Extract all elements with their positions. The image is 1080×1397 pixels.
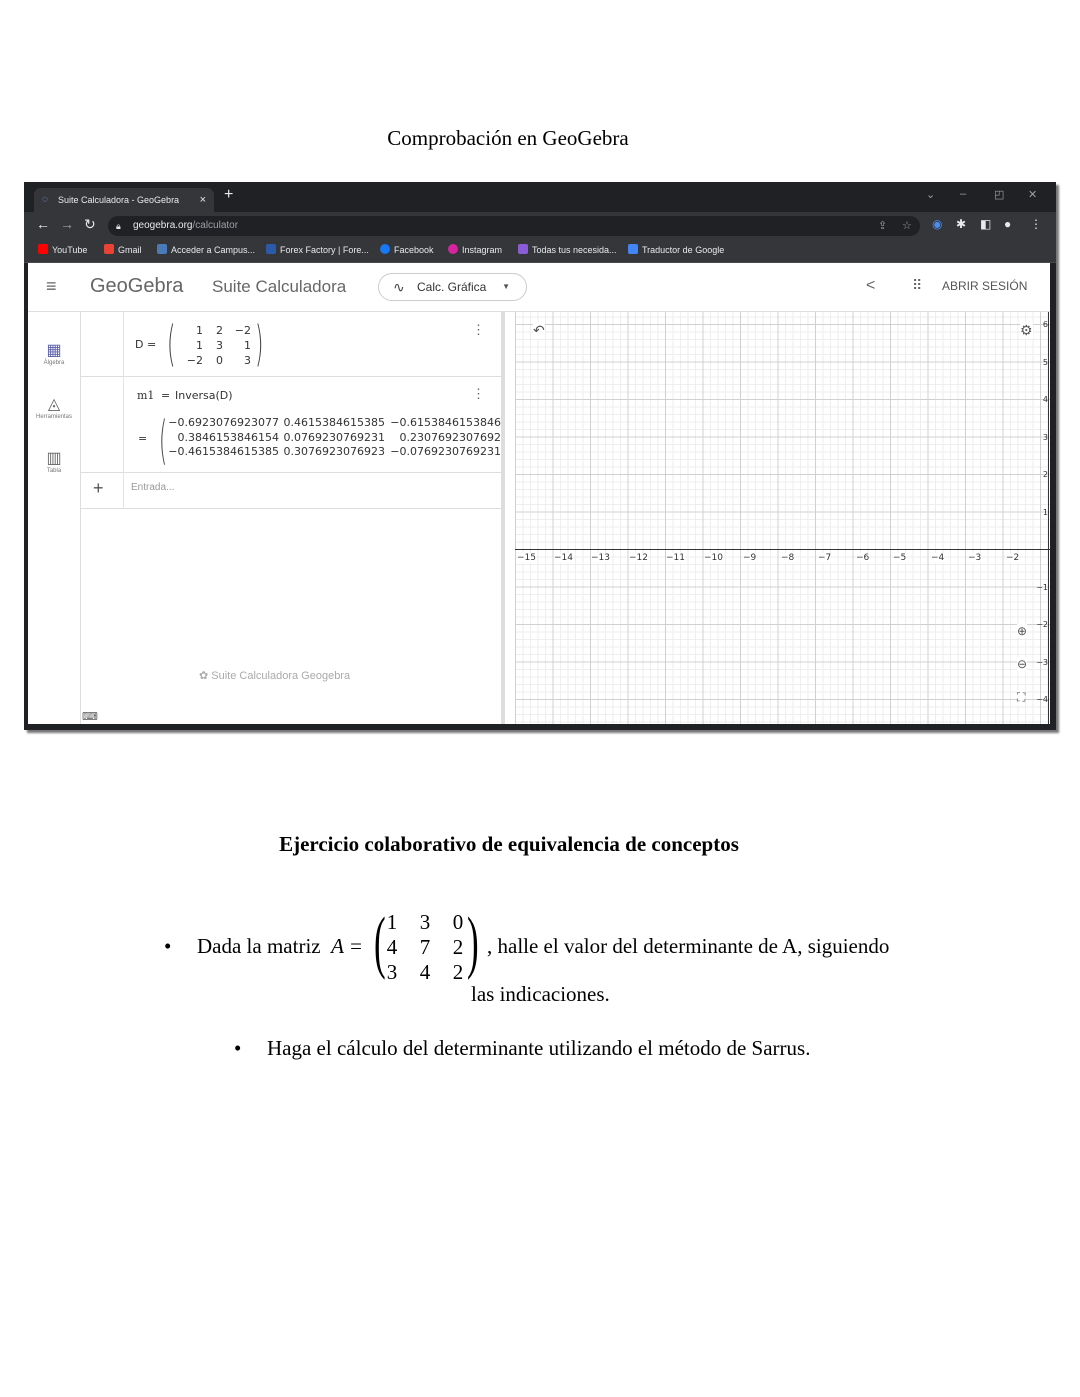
share-icon[interactable]: < <box>866 277 876 294</box>
y-tick-label: 2 <box>1042 470 1048 479</box>
x-tick-label: −14 <box>554 553 573 563</box>
algebra-input[interactable]: Entrada... <box>131 482 175 493</box>
address-bar-row <box>24 212 1056 240</box>
caret-down-icon: ▼ <box>502 282 510 291</box>
x-tick-label: −4 <box>931 553 945 563</box>
algebra-row-m1[interactable] <box>81 376 501 473</box>
sidebar-item-algebra[interactable] <box>28 340 80 366</box>
y-tick-label: −1 <box>1036 583 1048 592</box>
matrix-a-cell: 3 <box>419 910 431 934</box>
bookmark-campus[interactable]: Acceder a Campus... <box>157 244 255 255</box>
todas-icon <box>518 244 528 254</box>
x-tick-label: −8 <box>781 553 795 563</box>
x-tick-label: −11 <box>666 553 685 563</box>
bookmark-facebook[interactable]: Facebook <box>380 244 434 255</box>
bullet-marker: • <box>164 934 172 958</box>
x-tick-label: −3 <box>968 553 982 563</box>
geogebra-logo: GeoGebra <box>90 275 184 297</box>
y-tick-label: −4 <box>1036 695 1048 704</box>
url-path: /calculator <box>192 220 239 231</box>
undo-icon[interactable]: ↶ <box>533 322 545 338</box>
tools-icon: ◬ <box>47 396 61 413</box>
m1-cell: 0.3846153846154 <box>177 431 279 444</box>
matrix-a-cell: 2 <box>452 960 464 984</box>
apps-grid-icon[interactable]: ⠿ <box>912 277 923 293</box>
m1-cell: −0.6923076923077 <box>168 416 279 429</box>
x-tick-label: −7 <box>818 553 832 563</box>
y-tick-label: 3 <box>1042 433 1048 442</box>
sign-in-button[interactable]: ABRIR SESIÓN <box>942 279 1028 293</box>
matrix-right-paren: ) <box>467 904 479 981</box>
google-translate-icon <box>628 244 638 254</box>
x-tick-label: −5 <box>893 553 907 563</box>
algebra-view <box>81 312 501 724</box>
matrix-a-cell: 2 <box>452 935 464 959</box>
matrix-a-cell: 3 <box>386 960 398 984</box>
gmail-icon <box>104 244 114 254</box>
m1-cell: −0.4615384615385 <box>168 445 279 458</box>
y-axis <box>1048 312 1049 724</box>
d-cell: −2 <box>186 354 203 367</box>
bookmark-instagram[interactable]: Instagram <box>448 244 502 255</box>
suite-watermark <box>199 669 350 682</box>
m1-equals: = <box>138 432 148 445</box>
share-page-icon[interactable]: ⇪ <box>878 220 888 232</box>
matrix-a-cell: 4 <box>386 935 398 959</box>
row-marker[interactable] <box>81 312 124 376</box>
graphics-view[interactable] <box>515 312 1050 724</box>
app-header <box>28 263 1050 312</box>
row-more-icon[interactable]: ⋮ <box>472 386 485 401</box>
x-axis <box>515 549 1050 550</box>
zoom-in-icon[interactable]: ⊕ <box>1017 624 1028 638</box>
x-tick-label: −2 <box>1006 553 1020 563</box>
close-window-icon[interactable]: ✕ <box>1028 189 1038 201</box>
sidebar-label-tools: Herramientas <box>35 414 72 420</box>
bookmark-youtube[interactable]: YouTube <box>38 244 87 255</box>
sidebar-label-table: Tabla <box>46 468 62 474</box>
hamburger-menu-icon[interactable]: ≡ <box>46 276 57 296</box>
d-cell: 3 <box>244 354 251 367</box>
geogebra-screenshot <box>24 182 1056 730</box>
document-heading: Comprobación en GeoGebra <box>387 126 629 150</box>
browser-tab-bar <box>24 182 1056 212</box>
geogebra-favicon-icon: ◌ <box>42 194 48 205</box>
matrix-a-cell: 4 <box>419 960 431 984</box>
d-cell: 0 <box>216 354 223 367</box>
m1-cell: 0.3076923076923 <box>283 445 385 458</box>
forex-icon <box>266 244 276 254</box>
forward-icon[interactable]: → <box>60 216 74 232</box>
row-marker[interactable] <box>81 376 124 472</box>
y-tick-label: −3 <box>1036 658 1048 667</box>
app-switcher-dropdown[interactable] <box>378 273 527 301</box>
zoom-out-icon[interactable]: ⊖ <box>1017 657 1028 671</box>
restore-icon[interactable]: ◰ <box>994 189 1005 201</box>
reload-icon[interactable]: ↻ <box>84 216 96 232</box>
row-more-icon[interactable]: ⋮ <box>472 322 485 337</box>
algebra-input-row[interactable] <box>81 472 501 509</box>
d-cell: 2 <box>216 324 223 337</box>
matrix-a-cell: 7 <box>419 935 431 959</box>
m1-cell: 0.2307692307692 <box>399 431 501 444</box>
new-tab-button[interactable]: + <box>224 186 234 203</box>
youtube-icon <box>38 244 48 254</box>
table-icon: ▥ <box>46 450 62 467</box>
bookmark-translator[interactable]: Traductor de Google <box>628 244 724 255</box>
puzzle-extensions-icon[interactable]: ✱ <box>956 217 967 231</box>
extension-icon[interactable]: ◉ <box>932 217 943 231</box>
fullscreen-icon[interactable]: ⛶ <box>1017 690 1026 704</box>
sidebar-item-table[interactable] <box>28 448 80 474</box>
panel-divider[interactable] <box>501 312 505 724</box>
left-paren: ( <box>167 316 176 372</box>
watermark-text: Suite Calculadora Geogebra <box>211 670 351 682</box>
m1-name: m1 <box>137 389 155 402</box>
y-tick-label: −2 <box>1036 620 1048 629</box>
d-label: D = <box>135 338 157 351</box>
back-icon[interactable]: ← <box>36 216 50 232</box>
bookmark-forex[interactable]: Forex Factory | Fore... <box>266 244 369 255</box>
d-cell: 1 <box>196 324 203 337</box>
y-tick-label: 1 <box>1042 508 1048 517</box>
side-panel-icon[interactable]: ◧ <box>980 217 992 231</box>
lock-icon: 🔒︎ <box>116 221 121 231</box>
bullet1-continuation: las indicaciones. <box>471 982 610 1006</box>
matrix-left-paren: ( <box>374 904 386 981</box>
d-cell: 1 <box>244 339 251 352</box>
url-host: geogebra.org <box>133 220 193 231</box>
tab-search-icon[interactable]: ⌄ <box>926 189 936 201</box>
tab-title: Suite Calculadora - GeoGebra <box>58 195 180 205</box>
graphing-icon: ∿ <box>393 279 405 295</box>
matrix-variable: A = <box>331 934 363 958</box>
m1-cell: −0.0769230769231 <box>390 445 501 458</box>
bookmark-gmail[interactable]: Gmail <box>104 244 142 255</box>
calculator-icon: ▦ <box>46 342 62 359</box>
geogebra-watermark-icon: ✿ <box>199 670 212 682</box>
matrix-a-cell: 1 <box>386 910 398 934</box>
facebook-icon <box>380 244 390 254</box>
bookmark-star-icon[interactable]: ☆ <box>902 220 912 232</box>
bookmark-todas[interactable]: Todas tus necesida... <box>518 244 617 255</box>
d-cell: 3 <box>216 339 223 352</box>
bookmarks-bar <box>24 240 1056 263</box>
m1-def-eq: = <box>161 389 171 402</box>
y-tick-label: 5 <box>1042 358 1048 367</box>
browser-menu-icon[interactable]: ⋮ <box>1030 217 1042 231</box>
d-cell: −2 <box>234 324 251 337</box>
bullet1-text <box>197 934 363 959</box>
bullet1-prefix: Dada la matriz <box>197 934 321 958</box>
add-item-icon[interactable]: + <box>93 478 104 498</box>
sidebar-item-tools[interactable] <box>28 394 80 420</box>
settings-gear-icon[interactable]: ⚙ <box>1020 322 1033 338</box>
x-tick-label: −10 <box>704 553 723 563</box>
campus-icon <box>157 244 167 254</box>
algebra-row-d[interactable] <box>81 312 501 377</box>
x-tick-label: −12 <box>629 553 648 563</box>
right-paren: ) <box>255 316 264 372</box>
m1-cell: −0.6153846153846 <box>390 416 501 429</box>
d-cell: 1 <box>196 339 203 352</box>
geogebra-app <box>28 263 1050 724</box>
x-tick-label: −9 <box>743 553 757 563</box>
matrix-a-cell: 0 <box>452 910 464 934</box>
m1-cell: 0.4615384615385 <box>283 416 385 429</box>
y-tick-label: 6 <box>1042 320 1048 329</box>
minimize-icon[interactable]: – <box>960 188 967 200</box>
browser-tab[interactable] <box>34 188 214 212</box>
url-input[interactable] <box>108 216 920 236</box>
app-sidebar <box>28 312 81 724</box>
suite-title: Suite Calculadora <box>212 277 347 296</box>
app-switcher-label: Calc. Gráfica <box>417 280 487 294</box>
left-paren: ( <box>159 411 168 471</box>
m1-cell: 0.0769230769231 <box>283 431 385 444</box>
x-tick-label: −6 <box>856 553 870 563</box>
close-tab-icon[interactable]: × <box>199 194 206 206</box>
bullet1-suffix: , halle el valor del determinante de A, siguiendo <box>487 934 890 958</box>
sidebar-label-algebra: Álgebra <box>43 360 65 366</box>
bullet2-text: Haga el cálculo del determinante utilizando el método de Sarrus. <box>267 1036 811 1060</box>
x-tick-label: −15 <box>517 553 536 563</box>
instagram-icon <box>448 244 458 254</box>
profile-avatar-icon[interactable]: ● <box>1004 217 1012 231</box>
y-tick-label: 4 <box>1042 395 1048 404</box>
x-tick-label: −13 <box>591 553 610 563</box>
section-title: Ejercicio colaborativo de equivalencia de conceptos <box>279 832 739 856</box>
bullet-marker: • <box>234 1036 242 1060</box>
m1-definition: Inversa(D) <box>175 389 233 402</box>
keyboard-icon[interactable]: ⌨ <box>82 711 98 723</box>
